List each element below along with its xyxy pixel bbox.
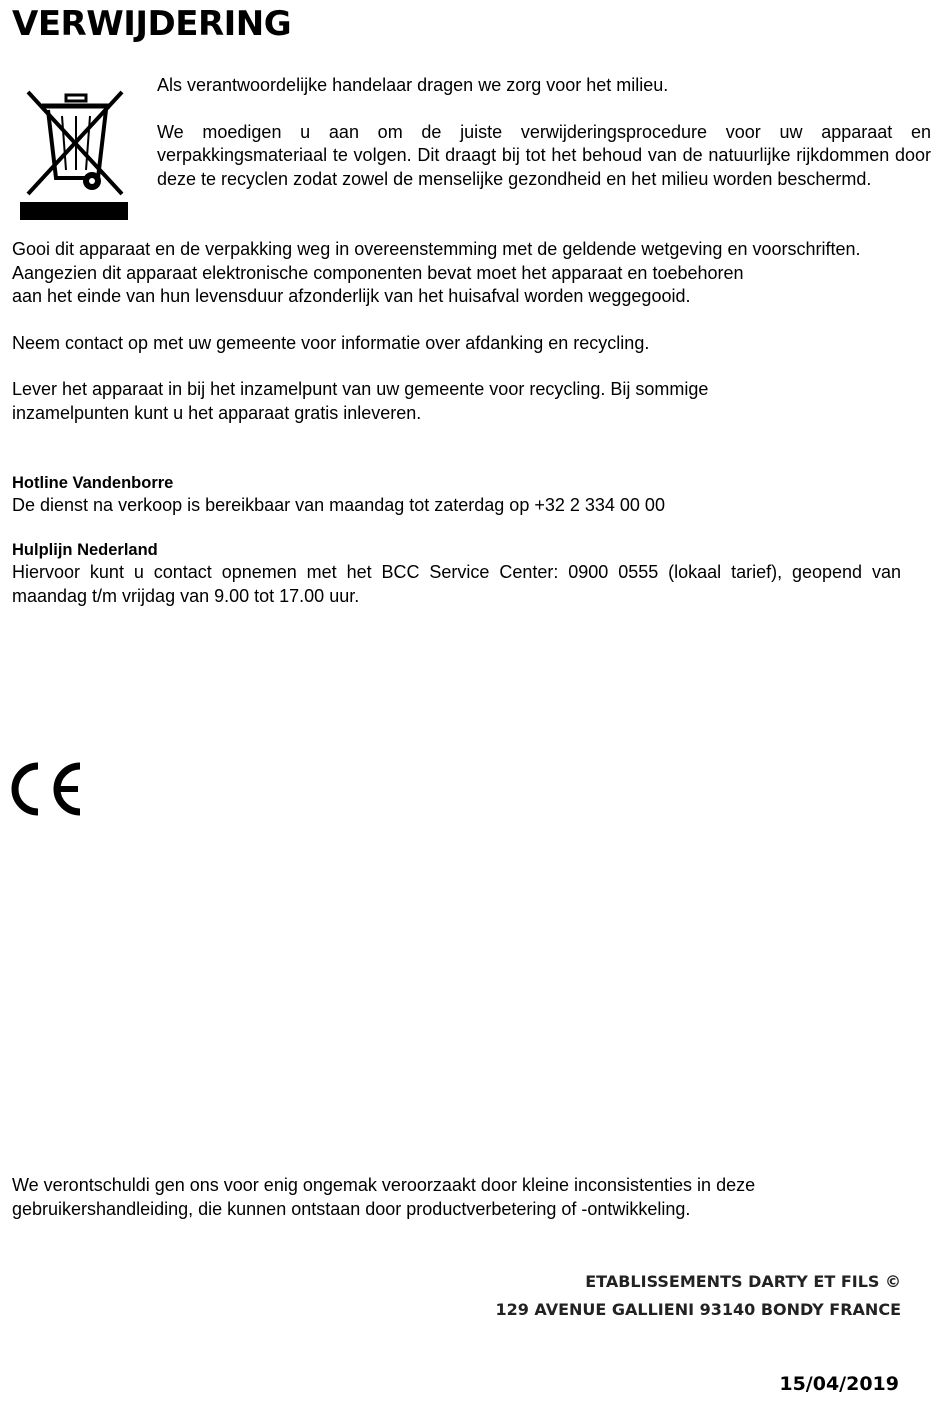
disposal-paragraph-1: Gooi dit apparaat en de verpakking weg in overeenstemming met de geldende wetgeving en voorschriften. (12, 239, 861, 259)
disposal-paragraph-2-line-1: Aangezien dit apparaat elektronische componenten bevat moet het apparaat en toebehoren (12, 262, 744, 283)
ce-mark-icon (10, 760, 86, 818)
disposal-instructions (12, 238, 931, 425)
intro-paragraph-1: Als verantwoordelijke handelaar dragen we zorg voor het milieu. (157, 75, 669, 95)
company-footer (495, 1268, 901, 1324)
page-title: VERWIJDERING (12, 4, 292, 44)
company-address: 129 AVENUE GALLIENI 93140 BONDY FRANCE (495, 1300, 901, 1319)
disposal-paragraph-4-line-2: inzamelpunten kunt u het apparaat gratis inleveren. (12, 402, 422, 423)
hotline-text: De dienst na verkoop is bereikbaar van maandag tot zaterdag op +32 2 334 00 00 (12, 495, 665, 515)
apology-line-2: gebruikershandleiding, die kunnen ontstaan door productverbetering of -ontwikkeling. (12, 1198, 691, 1219)
disposal-paragraph-2-line-2: aan het einde van hun levensduur afzonderlijk van het huisafval worden weggegooid. (12, 286, 691, 306)
disposal-paragraph-4-line-1: Lever het apparaat in bij het inzamelpunt van uw gemeente voor recycling. Bij sommige (12, 379, 709, 399)
apology-text (12, 1174, 912, 1221)
hulplijn-heading: Hulplijn Nederland (12, 541, 158, 559)
apology-line-1: We verontschuldi gen ons voor enig ongemak veroorzaakt door kleine inconsistenties in deze (12, 1175, 756, 1195)
hulplijn-text: Hiervoor kunt u contact opnemen met het BCC Service Center: 0900 0555 (lokaal tarief), geopend van maandag t/m vrijdag van 9.00 tot 17.00 uur. (12, 562, 901, 606)
crossed-out-wheelie-bin-icon (18, 86, 130, 222)
company-name: ETABLISSEMENTS DARTY ET FILS © (585, 1272, 901, 1291)
hotline-heading: Hotline Vandenborre (12, 474, 174, 492)
intro-paragraph-2: We moedigen u aan om de juiste verwijderingsprocedure voor uw apparaat en verpakkingsmateriaal te volgen. Dit draagt bij tot het behoud van de natuurlijke rijkdommen door deze te recyclen zodat zowel de menselijke gezondheid en het milieu worden beschermd. (157, 121, 931, 189)
document-date: 15/04/2019 (779, 1373, 899, 1395)
disposal-paragraph-3: Neem contact op met uw gemeente voor informatie over afdanking en recycling. (12, 332, 650, 353)
intro-text (157, 74, 931, 191)
